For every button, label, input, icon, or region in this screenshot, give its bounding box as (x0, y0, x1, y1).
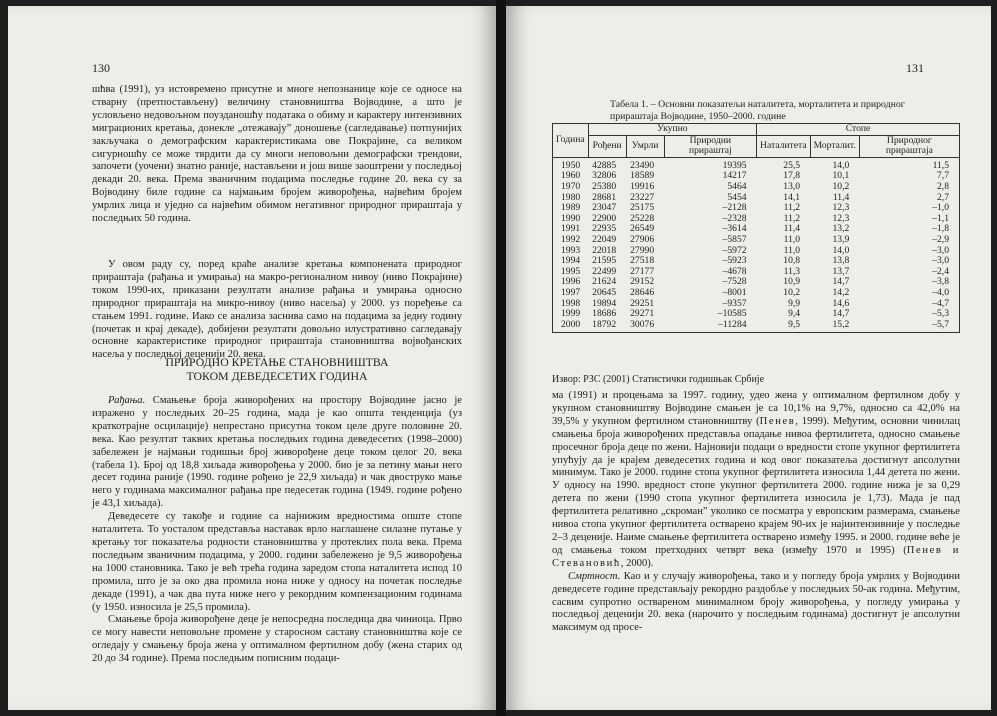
table-cell-natality: 14,1 (783, 191, 801, 203)
paragraph (552, 571, 960, 636)
table-cell-natality: 11,0 (783, 244, 801, 256)
table-cell-mortality: 13,8 (832, 255, 850, 267)
table-cell-born: 22049 (592, 233, 617, 245)
table-cell-born: 20645 (592, 286, 617, 298)
table-cell-mortality: 14,0 (832, 244, 850, 256)
table-cell-mortality: 10,1 (832, 170, 850, 182)
table-cell-natural: –10585 (717, 308, 747, 320)
table-cell-natality: 9,9 (788, 297, 801, 309)
table-cell-born: 21624 (592, 276, 617, 288)
paragraph (92, 395, 462, 511)
table-cell-died: 18589 (630, 170, 655, 182)
table-cell-nat-rate: –2,9 (932, 233, 949, 245)
table-cell-year: 1997 (560, 286, 581, 298)
table-cell-natural: –5923 (722, 255, 747, 267)
table-cell-born: 32806 (592, 170, 617, 182)
table-cell-born: 23047 (592, 202, 617, 214)
table-cell-year: 2000 (553, 320, 589, 333)
author-citation: Пенев (759, 415, 796, 427)
table-cell-nat-rate: –2,4 (932, 265, 949, 277)
heading-line: ТОКОМ ДЕВЕДЕСЕТИХ ГОДИНА (186, 368, 368, 383)
author-citation: Пенев и Стевановић (552, 544, 960, 569)
page-number: 131 (906, 61, 924, 75)
table-cell-mortality: 14,0 (832, 159, 850, 171)
table-cell-died: 27990 (630, 244, 655, 256)
table-cell-natality: 10,2 (783, 286, 801, 298)
column-header: Умрли (626, 135, 664, 157)
table-cell-year: 1970 (560, 180, 581, 192)
table-cell-natural: –3614 (722, 223, 747, 235)
paragraph-text: шћва (1991), уз истовремено присутне и многе непознанице које се односе на стварну (претпостављену) величину становништва Војводине, а што је условљено недовољном поузданошћу података о обиму и карактеру интензивних миграционих кретања, донекле „отежавају” доношење (сагледавање) потпунијих закључака о демографским карактеристикама ове Покрајине, са великом сигурношћу се може тврдити да су многи неповољни демографски трендови, започети (уочени) знатно раније, настављени и још више заоштрени у последњој декади 20. века. Према званичним подацима последње године 20. века су за Војводину биле године са најмањим бројем живорођења, највећим бројем умрлих лица и уједно са највећим обимом негативног природног прираштаја у последњих 50 година. (92, 84, 462, 225)
paragraph-text: Као и у случају живорођења, тако и у погледу броја умрлих у Војводини деведесете године представљају рекордно раздобље у последњих 50-ак година. Међутим, сасвим супротно оствареном минималном броју живорођења, у погледу умирања у последњој деценији 20. века (нарочито у последњим годинама) достигнут је апсолутни максимум од просе- (552, 570, 960, 634)
table-cell-natural: –2328 (722, 212, 747, 224)
table-cell-natality: 11,2 (783, 202, 801, 214)
table-cell-nat-rate: 2,7 (937, 191, 949, 203)
column-header: Наталитета (757, 135, 811, 157)
table-cell-natality: 9,5 (757, 320, 811, 333)
table-cell-nat-rate: 2,8 (937, 180, 949, 192)
table-cell-nat-rate: –3,0 (932, 244, 949, 256)
table-cell-year: 1998 (560, 297, 581, 309)
table-cell-born: 21595 (592, 255, 617, 267)
table-row (553, 235, 960, 246)
table-cell-mortality: 13,2 (832, 223, 850, 235)
table-cell-born: 22900 (592, 212, 617, 224)
table-cell-year: 1989 (560, 202, 581, 214)
statistics-table (552, 123, 960, 333)
table-cell-natural: –8001 (722, 286, 747, 298)
table-cell-natural: 19395 (722, 159, 747, 171)
body-paragraph (92, 259, 462, 362)
table-cell-died: 29152 (630, 276, 655, 288)
table-cell-year: 1999 (560, 308, 581, 320)
table-cell-natality: 10,8 (783, 255, 801, 267)
table-cell-mortality: 12,3 (832, 202, 850, 214)
table-cell-natality: 11,2 (783, 212, 801, 224)
table-cell-born: 18686 (592, 308, 617, 320)
table-cell-mortality: 13,9 (832, 233, 850, 245)
table-cell-natural: 5454 (727, 191, 747, 203)
table-cell-natural: 14217 (722, 170, 747, 182)
section-heading (92, 356, 462, 383)
table-cell-natural: –7528 (722, 276, 747, 288)
table-row (553, 157, 960, 171)
table-row (553, 182, 960, 193)
table-cell-died: 29251 (630, 297, 655, 309)
table-cell-died: 27518 (630, 255, 655, 267)
table-row (553, 288, 960, 299)
table-cell-born: 18792 (588, 320, 626, 333)
paragraph-text: , 1999). Међутим, основни чинилац смањења броја живорођених представља опадање нивоа фертилитета, односно смањење просечног броја деце по жени. Најновији подаци о вредности стопе укупног фертилитета упућују да је крајем деведесетих година и код овог показатеља достигнут апсолутни минимум. Тако је 2000. године стопа укупног фертилитета износила 1,44 детета по жени. У односу на 1990. вредност стопе укупног фертилитета 2000. године нижа је за 0,29 детета по жени (1990 стопа укупног фертилитета износила је 1,73). Мада је пад фертилитета релативно „скроман” уколико се посматра у европским размерама, смањење нивоа стопа укупног фертилитета остварено крајем 90-их је најинтензивније у последње 2–3 деценије. Наиме смањење фертилитета остварено између 1995. и 2000. године веће је од смањења током претходних четврт века (између 1970 и 1995) ( (552, 415, 960, 556)
table-cell-natality: 13,0 (783, 180, 801, 192)
paragraph (552, 390, 960, 571)
table-cell-mortality: 13,7 (832, 265, 850, 277)
table-cell-natality: 17,8 (783, 170, 801, 182)
table-cell-mortality: 14,7 (832, 308, 850, 320)
table-cell-natality: 9,4 (788, 308, 801, 320)
left-page (8, 6, 496, 710)
table-cell-died: 30076 (626, 320, 664, 333)
table-cell-year: 1991 (560, 223, 581, 235)
paragraph-text: У овом раду су, поред краће анализе кретања компонената природног прираштаја (рађања и умирања) на макро-регионалном нивоу (ниво Покрајине) током 1990-их, приказани резултати анализе рађања и умирања односно природног прираштаја на микро-нивоу (ниво насеља) у 2000. уз поређење са стањем 1991. године. Иако се анализа заснива само на подацима за једну годину (почетак и крај декаде), добијени резултати довољно илустративно сагледавају основне карактеристике природног прираштаја становништва војвођанских насеља у последњој деценији 20. века. (92, 259, 462, 361)
column-header: Година (553, 124, 589, 158)
table-cell-natural: –5972 (722, 244, 747, 256)
right-page (506, 6, 991, 710)
table-cell-born: 28681 (592, 191, 617, 203)
table-cell-mortality: 15,2 (810, 320, 859, 333)
column-header: Рођени (588, 135, 626, 157)
body-section (92, 395, 462, 666)
run-in-heading: Смртност. (568, 570, 621, 582)
table-cell-year: 1960 (560, 170, 581, 182)
table-cell-natural: 5464 (727, 180, 747, 192)
table-cell-born: 19894 (592, 297, 617, 309)
book-gutter (496, 0, 506, 716)
table-cell-died: 23227 (630, 191, 655, 203)
table-cell-born: 22499 (592, 265, 617, 277)
table-cell-natality: 10,9 (783, 276, 801, 288)
table-row (553, 320, 960, 333)
table-cell-natural: –5857 (722, 233, 747, 245)
heading-line: ПРИРОДНО КРЕТАЊЕ СТАНОВНИШТВА (165, 355, 389, 369)
table-cell-year: 1996 (560, 276, 581, 288)
table-cell-year: 1990 (560, 212, 581, 224)
table-cell-year: 1994 (560, 255, 581, 267)
table-cell-natural: –4678 (722, 265, 747, 277)
table-cell-nat-rate: –5,7 (859, 320, 959, 333)
paragraph-text: Деведесете су такође и године са најнижим вредностима опште стопе наталитета. То уосталом представља наставак врло наглашене силазне путање у кретању тог показатеља родности становништва у протеклих пола века. Према последњим званичним подацима, у 2000. години забележено је 9,5 живорођења на 1000 становника. Тако је већ трећа година заредом стопа наталитета испод 10 промила, што је за око два промила нона нижe у односу на почетак последње декаде (1991), а чак два пута ниже него у рекордним компензационим годинама (у 1950. износила је 25,5 промила). (92, 511, 462, 613)
column-header: Морталит. (810, 135, 859, 157)
table-cell-nat-rate: –1,0 (932, 202, 949, 214)
table-cell-nat-rate: –3,0 (932, 255, 949, 267)
table-cell-nat-rate: –5,3 (932, 308, 949, 320)
table-cell-natural: –11284 (664, 320, 756, 333)
table-cell-born: 25380 (592, 180, 617, 192)
table-cell-year: 1993 (560, 244, 581, 256)
paragraph-text: Смањење броја живорођених на простору Војводине јасно је изражено у последњих 20–25 година, мада је као општа тенденција (уз краткотрајне осцилације) непрестано присутна током целе друге половине 20. века. Као резултат таквих кретања последњих година деведесетих (1998–2000) забележен је најмањи годишњи број живорођене деце током целог 20. века (табела 1). Број од 18,8 хиљада живорођења у 2000. био је за петину мањи него десет година раније (1990. године рођено је 22,9 хиљада) и чак двоструко мање него у годинама максималног рађања пре педесетак година (1949. године рођено је 43,1 хиљада). (92, 395, 462, 510)
table-cell-mortality: 11,4 (832, 191, 850, 203)
table-cell-died: 23490 (630, 159, 655, 171)
paragraph-text: Смањење броја живорођене деце је непосредна последица два чиниоца. Прво се могу навести неповољне промене у старосном саставу становништва које се огледају у смањењу броја жена у оптималном фертилном добу (жена старих од 20 до 34 године). Према последњим пописним подаци- (92, 614, 462, 665)
table-cell-nat-rate: –4,7 (932, 297, 949, 309)
table-cell-year: 1980 (560, 191, 581, 203)
table-cell-died: 25228 (630, 212, 655, 224)
table-cell-born: 22018 (592, 244, 617, 256)
table-cell-nat-rate: 7,7 (937, 170, 949, 182)
table-source: Извор: РЗС (2001) Статистички годишњак Србије (552, 374, 765, 385)
column-header: Природни прираштај (664, 135, 756, 157)
table-cell-died: 25175 (630, 202, 655, 214)
table-cell-mortality: 10,2 (832, 180, 850, 192)
table-cell-died: 29271 (630, 308, 655, 320)
table-cell-died: 27906 (630, 233, 655, 245)
run-in-heading: Рађања. (108, 395, 146, 406)
table-cell-nat-rate: –4,0 (932, 286, 949, 298)
table-cell-mortality: 14,6 (832, 297, 850, 309)
table-cell-mortality: 12,3 (832, 212, 850, 224)
table-cell-year: 1950 (560, 159, 581, 171)
table-cell-natality: 25,5 (783, 159, 801, 171)
table-cell-died: 19916 (630, 180, 655, 192)
paragraph-text: ма (1991) и процењама за 1997. годину, удео жена у оптималном фертилном добу у укупном становништву Војводине смањен је са 10,1% на 9,7%, односно са 42,0% на 39,5% у укупном фертилном становништву ( (552, 390, 960, 427)
table-cell-nat-rate: 11,5 (932, 159, 949, 171)
table-cell-nat-rate: –1,1 (932, 212, 949, 224)
table-cell-natural: –2128 (722, 202, 747, 214)
table-cell-nat-rate: –3,8 (932, 276, 949, 288)
body-paragraph (92, 84, 462, 226)
table-cell-born: 22935 (592, 223, 617, 235)
table-cell-natality: 11,0 (783, 233, 801, 245)
body-section (552, 390, 960, 635)
column-group-header: Укупно (588, 124, 756, 136)
column-header: Природног прираштаја (859, 135, 959, 157)
table-caption: Табела 1. – Основни показатељи наталитета, морталитета и природног прираштаја Војводине, 1950–2000. године (610, 99, 905, 122)
table-cell-natality: 11,4 (783, 223, 801, 235)
column-group-header: Стопе (757, 124, 960, 136)
table-cell-born: 42885 (592, 159, 617, 171)
table-cell-mortality: 14,2 (832, 286, 850, 298)
table-cell-year: 1995 (560, 265, 581, 277)
table-cell-died: 27177 (630, 265, 655, 277)
paragraph-text: , 2000). (620, 557, 654, 569)
page-number: 130 (92, 61, 110, 75)
table-cell-natural: –9357 (722, 297, 747, 309)
table-cell-natality: 11,3 (783, 265, 801, 277)
table-cell-nat-rate: –1,8 (932, 223, 949, 235)
table-cell-year: 1992 (560, 233, 581, 245)
table-cell-died: 28646 (630, 286, 655, 298)
table-cell-mortality: 14,7 (832, 276, 850, 288)
table-cell-died: 26549 (630, 223, 655, 235)
